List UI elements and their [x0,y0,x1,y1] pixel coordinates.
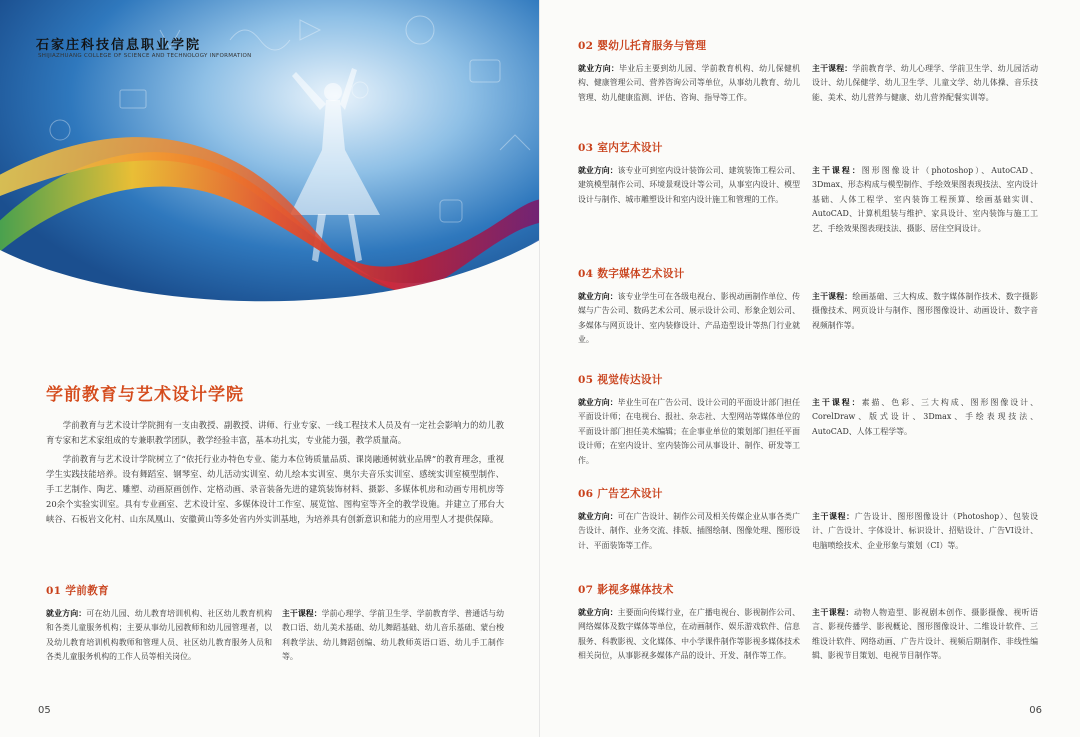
intro-paragraph: 学前教育与艺术设计学院树立了“依托行业办特色专业、能力本位铸质量品质、课岗融通树就业品牌”的教育理念，重视学生实践技能培养。设有舞蹈室、钢琴室、幼儿活动实训室、幼儿绘本实训室、奥尔夫音乐实训室、感统实训室模型制作、手工艺制作、陶艺、雕塑、动画原画创作、定格动画、录音装备先进的建筑装饰材料、摄影、多媒体机房和动画专用机房等20余个实验实训室。具有专业画室、艺术设计室、多媒体设计工作室、展览馆、图构室等齐全的教学设施。并建立了邢台大峡谷、石板岩文化村、山东凤凰山、安徽黄山等多处省内外实训基地，为培养具有创新意识和能力的应用型人才提供保障。 [46,454,504,524]
courses-label: 主干课程： [812,398,862,407]
job-text: 毕业生可在广告公司、设计公司的平面设计部门担任平面设计师；在电视台、报社、杂志社、大型网站等媒体单位的平面设计部门担任美术编辑；在企事业单位的策划部门担任平面设计师；在室内设计、室内装饰公司从事设计、制作、研发等工作。 [578,398,800,465]
section-title: 04 数字媒体艺术设计 [578,268,685,280]
job-label: 就业方向： [578,398,618,407]
intro-paragraph: 学前教育与艺术设计学院拥有一支由教授、副教授、讲师、行业专家、一线工程技术人员及有一定社会影响力的幼儿教育专家和艺术家组成的专兼职教学团队，教学经验丰富，基本功扎实，专业能力强，教学质量高。 [46,420,504,445]
section-title: 01 学前教育 [46,585,109,597]
job-direction [578,164,800,236]
job-direction [578,396,800,468]
job-label: 就业方向： [578,166,618,175]
job-label: 就业方向： [578,64,620,73]
courses-label: 主干课程： [812,512,855,521]
job-label: 就业方向： [578,292,618,301]
major-section-advertising [578,486,1038,553]
job-direction [578,62,800,105]
college-logo-english: SHIJIAZHUANG COLLEGE OF SCIENCE AND TECHNOLOGY INFORMATION [38,53,252,59]
major-section-film-multimedia [578,582,1038,664]
courses-text: 素描、色彩、三大构成、图形图像设计、CorelDraw、版式设计、3Dmax、手绘表现技法、AutoCAD、人体工程学等。 [812,398,1038,436]
job-text: 可在广告设计、制作公司及相关传媒企业从事各类广告设计、制作、业务交流、排版、插图绘制、图像处理、图形设计、平面装饰等工作。 [578,512,800,550]
courses-text: 绘画基础、三大构成、数字媒体制作技术、数字摄影摄像技术、网页设计与制作、图形图像设计、动画设计、数字音视频制作等。 [812,292,1038,330]
courses-text: 学前教育学、幼儿心理学、学前卫生学、幼儿园活动设计、幼儿保健学、幼儿卫生学、儿童文学、幼儿体操、音乐技能、美术、幼儿营养与健康、幼儿营养配餐实训等。 [812,64,1038,102]
core-courses [812,290,1038,348]
job-direction [578,510,800,553]
major-section-interior-design [578,140,1038,236]
job-text: 该专业学生可在各级电视台、影视动画制作单位、传媒与广告公司、数码艺术公司、展示设计公司、形象企划公司、多媒体与网页设计、室内装修设计、产品造型设计等热门行业就业。 [578,292,800,345]
job-text: 主要面向传媒行业，在广播电视台、影视制作公司、网络媒体及数字媒体等单位，在动画制作、娱乐游戏软件、信息服务、科教影视、文化媒体、中小学课件制作等影视多媒体技术相关岗位，从事影视多媒体产品的设计、开发、制作等工作。 [578,608,800,661]
section-title: 02 婴幼儿托育服务与管理 [578,40,707,52]
core-courses [812,62,1038,105]
job-label: 就业方向： [46,609,87,618]
section-title: 05 视觉传达设计 [578,374,663,386]
section-title: 03 室内艺术设计 [578,142,663,154]
college-logo-text: 石家庄科技信息职业学院 [36,38,202,53]
core-courses [812,396,1038,468]
core-courses [812,606,1038,664]
job-text: 该专业可到室内设计装饰公司、建筑装饰工程公司、建筑模型制作公司、环境景观设计等公司，从事室内设计、模型设计与制作、城市雕塑设计和室内设计施工和管理的工作。 [578,166,800,204]
page-number: 06 [1029,705,1042,716]
courses-label: 主干课程： [282,609,322,618]
college-title: 学前教育与艺术设计学院 [46,385,244,405]
courses-label: 主干课程： [812,64,853,73]
courses-text: 学前心理学、学前卫生学、学前教育学、普通话与幼教口语、幼儿美术基础、幼儿舞蹈基础、幼儿音乐基础、蒙台梭利教学法、幼儿舞蹈创编、幼儿教师英语口语、幼儿手工制作等。 [282,609,504,662]
job-label: 就业方向： [578,512,618,521]
job-direction [578,290,800,348]
section-title: 06 广告艺术设计 [578,488,663,500]
courses-text: 图形图像设计（photoshop）、AutoCAD、3Dmax、形态构成与模型制作、手绘效果图表现技法、室内设计基础、人体工程学、室内装饰工程预算、绘画基础实训、AutoCAD、计算机组装与维护、家具设计、室内装饰与施工工艺、手绘效果图表现技法、摄影、居住空间设计。 [812,166,1038,233]
courses-label: 主干课程： [812,292,853,301]
major-section-preschool [46,583,504,665]
core-courses [812,510,1038,553]
college-intro [46,418,504,527]
section-title: 07 影视多媒体技术 [578,584,674,596]
courses-text: 广告设计、图形图像设计（Photoshop）、包装设计、广告设计、字体设计、标识设计、招贴设计、广告VI设计、电脑喷绘技术、企业形象与策划（CI）等。 [812,512,1038,550]
major-section-digital-media [578,266,1038,348]
right-page [540,0,1080,737]
courses-label: 主干课程： [812,166,862,175]
job-label: 就业方向： [578,608,618,617]
page-number: 05 [38,705,51,716]
job-direction [46,607,272,665]
job-direction [578,606,800,664]
core-courses [282,607,504,665]
job-text: 毕业后主要到幼儿园、学前教育机构、幼儿保健机构、健康管理公司、营养咨询公司等单位，从事幼儿教育、幼儿管理、幼儿健康监测、评估、咨询、指导等工作。 [578,64,800,102]
courses-text: 动物人物造型、影视剧本创作、摄影摄像、视听语言、影视传播学、影视概论、图形图像设计、二维设计软件、三维设计软件、网络动画、广告片设计、视频后期制作、非线性编辑、影视节目策划、电视节目制作等。 [812,608,1038,661]
major-section-visual-communication [578,372,1038,468]
courses-label: 主干课程： [812,608,854,617]
major-section-infant-care [578,38,1038,105]
core-courses [812,164,1038,236]
job-text: 可在幼儿园、幼儿教育培训机构、社区幼儿教育机构和各类儿童服务机构；主要从事幼儿园教师和幼儿园管理者，以及幼儿教育培训机构教师和管理人员、社区幼儿教育服务人员和各类儿童服务机构的工作人员等相关岗位。 [46,609,272,662]
